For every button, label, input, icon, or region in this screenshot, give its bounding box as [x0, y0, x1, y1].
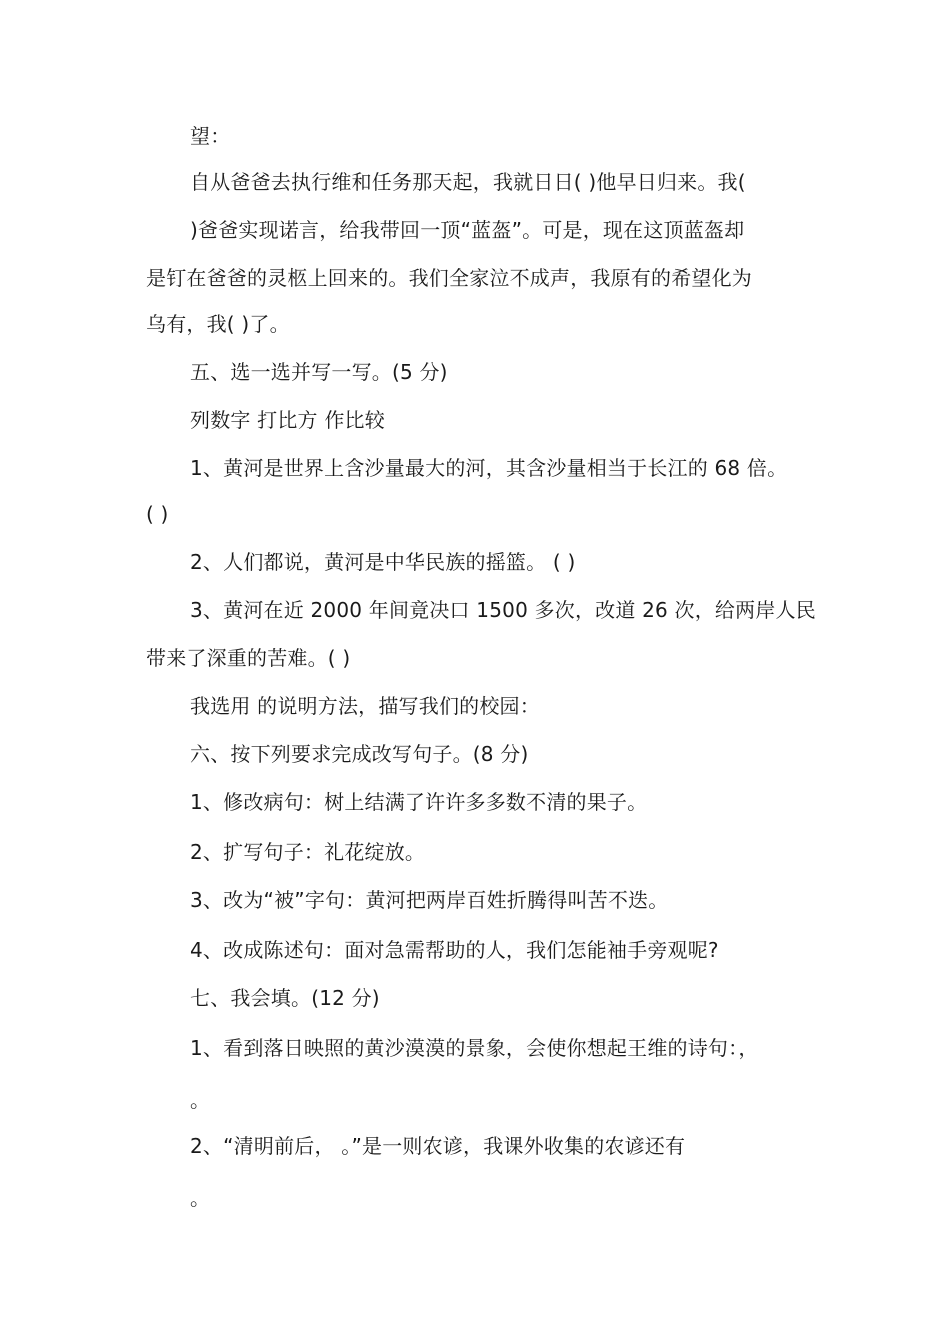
question-7-2: 2、“清明前后， 。”是一则农谚，我课外收集的农谚还有 — [190, 1134, 686, 1158]
question-5-1: 1、黄河是世界上含沙量最大的河，其含沙量相当于长江的 68 倍。 — [190, 456, 788, 480]
question-7-1-cont: 。 — [190, 1088, 211, 1112]
section-heading-5: 五、选一选并写一写。(5 分) — [190, 360, 448, 384]
option-list: 列数字 打比方 作比较 — [190, 408, 385, 432]
question-5-2: 2、人们都说，黄河是中华民族的摇篮。 ( ) — [190, 550, 576, 574]
question-6-1: 1、修改病句：树上结满了许许多多数不清的果子。 — [190, 790, 648, 814]
answer-blank-5-1: ( ) — [146, 502, 169, 526]
writing-prompt: 我选用 的说明方法，描写我们的校园： — [190, 694, 540, 718]
question-6-3: 3、改为“被”字句：黄河把两岸百姓折腾得叫苦不迭。 — [190, 888, 669, 912]
text-line-4: 是钉在爸爸的灵柩上回来的。我们全家泣不成声，我原有的希望化为 — [146, 266, 752, 290]
text-line-5: 乌有，我( )了。 — [146, 312, 290, 336]
question-6-4: 4、改成陈述句：面对急需帮助的人，我们怎能袖手旁观呢? — [190, 938, 719, 962]
question-7-1: 1、看到落日映照的黄沙漠漠的景象，会使你想起王维的诗句：， — [190, 1036, 759, 1060]
question-5-3: 3、黄河在近 2000 年间竟决口 1500 多次，改道 26 次，给两岸人民 — [190, 598, 816, 622]
section-heading-6: 六、按下列要求完成改写句子。(8 分) — [190, 742, 529, 766]
text-line-1: 望： — [190, 124, 231, 148]
question-6-2: 2、扩写句子：礼花绽放。 — [190, 840, 426, 864]
section-heading-7: 七、我会填。(12 分) — [190, 986, 380, 1010]
text-line-2: 自从爸爸去执行维和任务那天起，我就日日( )他早日归来。我( — [190, 170, 746, 194]
question-5-3-cont: 带来了深重的苦难。( ) — [146, 646, 351, 670]
question-7-2-cont: 。 — [190, 1186, 211, 1210]
text-line-3: )爸爸实现诺言，给我带回一顶“蓝盔”。可是，现在这顶蓝盔却 — [190, 218, 745, 242]
